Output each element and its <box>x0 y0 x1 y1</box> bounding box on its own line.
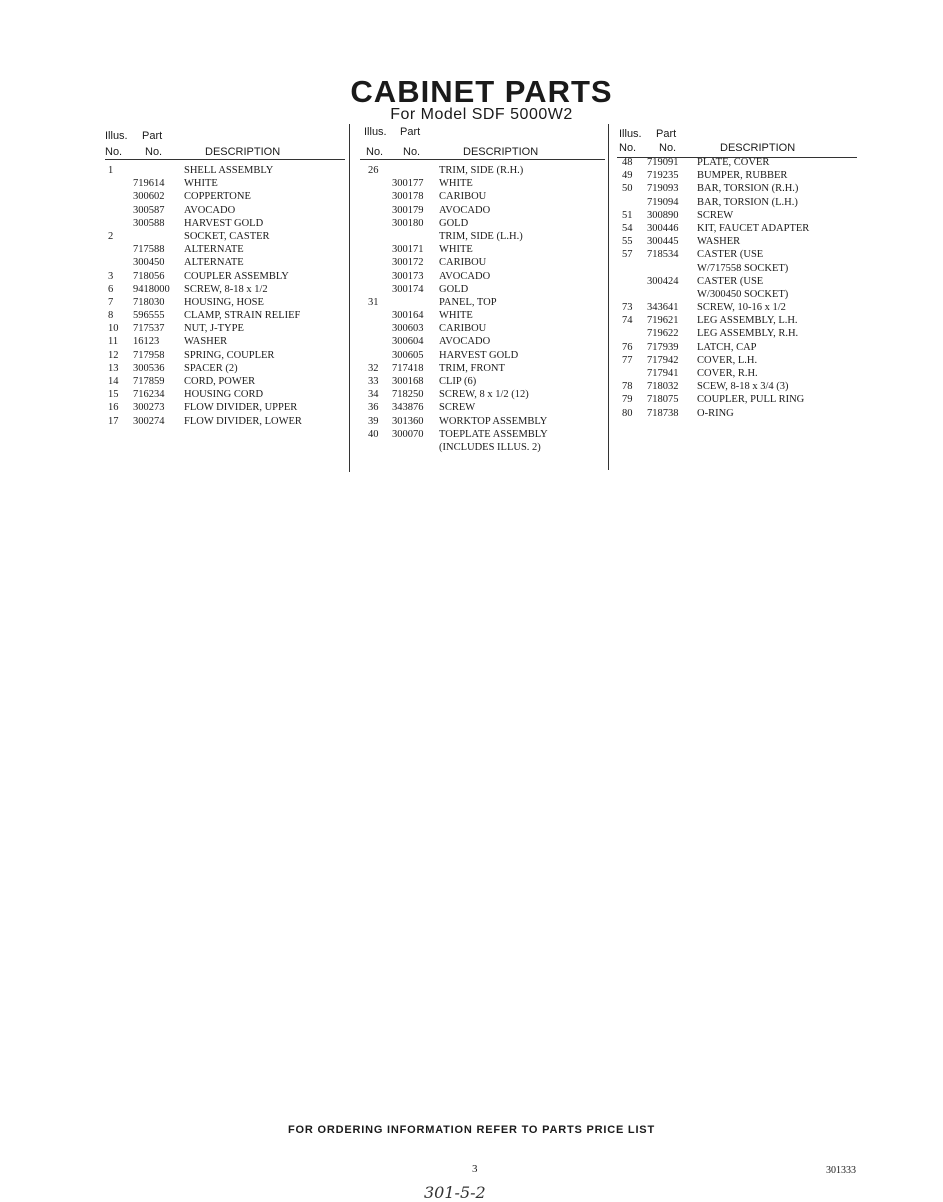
part-description: HARVEST GOLD <box>184 217 264 229</box>
table-row <box>105 177 345 190</box>
part-number: 717939 <box>647 341 679 353</box>
part-description: WHITE <box>184 178 218 190</box>
part-description: SCREW, 10-16 x 1/2 <box>697 302 786 314</box>
part-description: SCREW <box>697 209 734 221</box>
part-number: 300177 <box>392 178 424 190</box>
part-number: 718250 <box>392 389 424 401</box>
part-number: 300273 <box>133 402 165 414</box>
part-header: Part <box>142 130 163 142</box>
part-number: 300604 <box>392 336 424 348</box>
table-row <box>609 182 859 195</box>
part-number: 300446 <box>647 222 679 234</box>
part-number: 718534 <box>647 249 679 261</box>
part-header: Part <box>400 126 421 138</box>
illus-number: 33 <box>368 376 379 387</box>
description-header: DESCRIPTION <box>463 146 539 158</box>
part-number: 719614 <box>133 178 165 190</box>
table-row <box>350 401 605 414</box>
table-row <box>105 230 345 243</box>
illus-number: 51 <box>622 209 633 221</box>
part-description: W/717558 SOCKET) <box>697 262 789 274</box>
part-description: COVER, L.H. <box>697 354 758 366</box>
table-row <box>350 375 605 388</box>
part-number: 300602 <box>133 191 165 203</box>
part-description: AVOCADO <box>439 270 491 282</box>
table-row <box>105 388 345 401</box>
part-number: 300424 <box>647 275 679 287</box>
table-row <box>609 156 859 169</box>
parts-column-3 <box>609 124 859 424</box>
part-description: WASHER <box>184 336 228 348</box>
illus-number: 34 <box>368 389 379 401</box>
part-description: SCREW, 8-18 x 1/2 <box>184 283 268 295</box>
table-row <box>350 349 605 362</box>
table-row <box>609 196 859 209</box>
part-no-header: No. <box>145 146 163 158</box>
illus-header: Illus. <box>364 126 387 138</box>
table-row <box>609 367 859 380</box>
table-row <box>609 314 859 327</box>
part-description: HOUSING CORD <box>184 389 264 401</box>
part-number: 300070 <box>392 428 424 440</box>
part-number: 300536 <box>133 362 165 374</box>
part-number: 300174 <box>392 283 424 295</box>
table-row <box>609 288 859 301</box>
part-number: 300178 <box>392 191 424 203</box>
illus-number: 76 <box>622 341 633 353</box>
part-description: HARVEST GOLD <box>439 349 519 361</box>
part-number: 719235 <box>647 170 679 182</box>
part-description: SHELL ASSEMBLY <box>184 165 274 176</box>
table-row <box>105 375 345 388</box>
illus-number: 15 <box>108 389 119 401</box>
part-description: NUT, J-TYPE <box>184 323 244 335</box>
table-row <box>105 322 345 335</box>
part-description: SCREW, 8 x 1/2 (12) <box>439 389 529 401</box>
parts-list <box>609 156 859 420</box>
table-row <box>350 322 605 335</box>
handwritten-note: 301-5-2 <box>424 1183 486 1202</box>
table-row <box>350 428 605 441</box>
illus-number: 49 <box>622 170 633 182</box>
part-number: 718030 <box>133 296 165 308</box>
illus-number: 6 <box>108 283 114 295</box>
table-row <box>350 256 605 269</box>
part-number: 718056 <box>133 270 165 282</box>
table-row <box>350 217 605 230</box>
illus-number: 32 <box>368 362 379 374</box>
part-number: 717537 <box>133 323 165 335</box>
part-description: SOCKET, CASTER <box>184 230 270 242</box>
table-row <box>350 309 605 322</box>
part-number: 717588 <box>133 244 165 256</box>
table-row <box>350 388 605 401</box>
table-row <box>609 248 859 261</box>
illus-number: 50 <box>622 183 633 195</box>
part-description: BAR, TORSION (R.H.) <box>697 183 799 195</box>
illus-number: 74 <box>622 315 633 327</box>
illus-number: 48 <box>622 157 633 168</box>
part-description: PANEL, TOP <box>439 296 497 308</box>
illus-number: 40 <box>368 428 379 440</box>
parts-list <box>105 160 345 428</box>
illus-number: 31 <box>368 296 379 308</box>
table-row <box>105 243 345 256</box>
part-description: TRIM, SIDE (R.H.) <box>439 165 524 176</box>
table-row <box>609 275 859 288</box>
table-row <box>350 204 605 217</box>
table-row <box>350 164 605 177</box>
table-row <box>350 230 605 243</box>
part-description: CASTER (USE <box>697 249 764 261</box>
table-row <box>609 222 859 235</box>
part-description: ALTERNATE <box>184 257 244 269</box>
part-description: KIT, FAUCET ADAPTER <box>697 222 810 234</box>
part-description: BAR, TORSION (L.H.) <box>697 196 798 208</box>
illus-number: 13 <box>108 362 119 374</box>
part-description: SCEW, 8-18 x 3/4 (3) <box>697 381 789 393</box>
table-row <box>350 270 605 283</box>
part-description: WHITE <box>439 178 473 190</box>
part-description: TOEPLATE ASSEMBLY <box>439 428 548 440</box>
part-description: COPPERTONE <box>184 191 251 203</box>
illus-number: 78 <box>622 381 633 393</box>
table-row <box>350 190 605 203</box>
part-number: 343876 <box>392 402 424 414</box>
part-description: AVOCADO <box>439 204 491 216</box>
part-description: FLOW DIVIDER, LOWER <box>184 415 302 427</box>
table-row <box>105 309 345 322</box>
table-row <box>609 209 859 222</box>
table-row <box>609 301 859 314</box>
part-number: 300173 <box>392 270 424 282</box>
part-description: TRIM, SIDE (L.H.) <box>439 230 523 242</box>
model-subtitle: For Model SDF 5000W2 <box>390 106 573 123</box>
part-number: 300274 <box>133 415 165 427</box>
part-description: CARIBOU <box>439 323 487 335</box>
part-number: 719094 <box>647 196 679 208</box>
part-description: CARIBOU <box>439 257 487 269</box>
table-row <box>609 380 859 393</box>
part-number: 717941 <box>647 368 679 379</box>
part-number: 300179 <box>392 204 424 216</box>
table-row <box>105 335 345 348</box>
part-description: WORKTOP ASSEMBLY <box>439 415 548 427</box>
part-description: WHITE <box>439 244 473 256</box>
part-description: WHITE <box>439 310 473 322</box>
part-description: CASTER (USE <box>697 275 764 287</box>
table-row <box>105 217 345 230</box>
table-row <box>350 362 605 375</box>
table-row <box>609 327 859 340</box>
description-header: DESCRIPTION <box>205 146 281 158</box>
part-number: 717418 <box>392 362 424 374</box>
column-header <box>609 124 859 160</box>
part-description: CARIBOU <box>439 191 487 203</box>
part-number: 300605 <box>392 349 424 361</box>
document-number: 301333 <box>826 1165 856 1176</box>
illus-number: 36 <box>368 402 379 414</box>
illus-number: 12 <box>108 349 119 361</box>
table-row <box>105 349 345 362</box>
table-row <box>609 169 859 182</box>
part-number: 300587 <box>133 204 165 216</box>
part-number: 300171 <box>392 244 424 256</box>
part-description: WASHER <box>697 236 741 248</box>
illus-number: 80 <box>622 407 633 419</box>
part-description: O-RING <box>697 407 734 419</box>
table-row <box>609 354 859 367</box>
table-row <box>350 415 605 428</box>
part-number: 719093 <box>647 183 679 195</box>
part-description: W/300450 SOCKET) <box>697 288 789 300</box>
table-row <box>105 164 345 177</box>
part-number: 717942 <box>647 354 679 366</box>
illus-number: 73 <box>622 302 633 314</box>
parts-list <box>350 160 605 454</box>
description-header: DESCRIPTION <box>720 142 796 154</box>
table-row <box>105 270 345 283</box>
part-number: 717958 <box>133 349 165 361</box>
part-number: 718075 <box>647 394 679 406</box>
column-header <box>105 124 345 160</box>
table-row <box>609 235 859 248</box>
table-row <box>105 283 345 296</box>
parts-column-2 <box>350 124 605 454</box>
table-row <box>105 401 345 414</box>
illus-number: 39 <box>368 415 379 427</box>
table-row <box>350 296 605 309</box>
illus-no-header: No. <box>105 146 123 158</box>
table-row <box>105 296 345 309</box>
illus-header: Illus. <box>105 130 128 142</box>
table-row <box>105 415 345 428</box>
table-row <box>105 190 345 203</box>
part-number: 300168 <box>392 376 424 387</box>
part-number: 300588 <box>133 217 165 229</box>
part-number: 719622 <box>647 328 679 340</box>
part-number: 300890 <box>647 209 679 221</box>
illus-no-header: No. <box>366 146 384 158</box>
part-description: COUPLER, PULL RING <box>697 394 805 406</box>
part-description: SPACER (2) <box>184 362 238 374</box>
illus-number: 8 <box>108 310 114 322</box>
part-description: SPRING, COUPLER <box>184 349 275 361</box>
illus-no-header: No. <box>619 142 637 154</box>
table-row <box>350 335 605 348</box>
part-number: 300172 <box>392 257 424 269</box>
table-row <box>350 441 605 454</box>
table-row <box>609 393 859 406</box>
part-description: LEG ASSEMBLY, L.H. <box>697 315 798 327</box>
part-number: 343641 <box>647 302 679 314</box>
part-no-header: No. <box>403 146 421 158</box>
table-row <box>609 262 859 275</box>
illus-number: 26 <box>368 165 379 176</box>
table-row <box>350 177 605 190</box>
illus-number: 77 <box>622 354 633 366</box>
part-description: TRIM, FRONT <box>439 362 505 374</box>
part-description: AVOCADO <box>439 336 491 348</box>
table-row <box>105 362 345 375</box>
part-description: CLAMP, STRAIN RELIEF <box>184 310 301 322</box>
table-row <box>105 256 345 269</box>
page-number: 3 <box>472 1163 478 1175</box>
part-number: 717859 <box>133 376 165 387</box>
parts-column-1 <box>105 124 345 428</box>
table-row <box>609 341 859 354</box>
part-no-header: No. <box>659 142 677 154</box>
illus-number: 55 <box>622 236 633 248</box>
table-row <box>350 283 605 296</box>
part-description: COUPLER ASSEMBLY <box>184 270 289 282</box>
part-description: (INCLUDES ILLUS. 2) <box>439 441 541 453</box>
part-number: 718738 <box>647 407 679 419</box>
part-number: 300445 <box>647 236 679 248</box>
part-description: GOLD <box>439 283 469 295</box>
table-row <box>609 407 859 420</box>
part-description: BUMPER, RUBBER <box>697 170 788 182</box>
illus-number: 57 <box>622 249 633 261</box>
table-row <box>105 204 345 217</box>
part-header: Part <box>656 128 677 140</box>
illus-number: 11 <box>108 336 119 348</box>
illus-number: 79 <box>622 394 633 406</box>
part-description: GOLD <box>439 217 469 229</box>
illus-number: 16 <box>108 402 119 414</box>
illus-number: 3 <box>108 270 114 282</box>
column-header <box>350 124 605 160</box>
part-description: LEG ASSEMBLY, R.H. <box>697 328 799 340</box>
part-number: 718032 <box>647 381 679 393</box>
illus-number: 17 <box>108 415 119 427</box>
part-description: COVER, R.H. <box>697 368 758 379</box>
part-number: 9418000 <box>133 283 170 295</box>
part-description: CLIP (6) <box>439 376 477 387</box>
part-description: AVOCADO <box>184 204 236 216</box>
page-title: CABINET PARTS <box>350 74 613 109</box>
part-description: ALTERNATE <box>184 244 244 256</box>
illus-header: Illus. <box>619 128 642 140</box>
illus-number: 7 <box>108 296 114 308</box>
part-number: 300180 <box>392 217 424 229</box>
ordering-footer: FOR ORDERING INFORMATION REFER TO PARTS PRICE LIST <box>288 1124 655 1136</box>
illus-number: 54 <box>622 222 633 234</box>
illus-number: 1 <box>108 165 114 176</box>
part-description: LATCH, CAP <box>697 341 757 353</box>
part-description: SCREW <box>439 402 476 414</box>
part-description: PLATE, COVER <box>697 157 770 168</box>
part-number: 301360 <box>392 415 424 427</box>
part-number: 716234 <box>133 389 165 401</box>
part-number: 719091 <box>647 157 679 168</box>
part-number: 300164 <box>392 310 424 322</box>
part-description: CORD, POWER <box>184 376 256 387</box>
illus-number: 2 <box>108 230 114 242</box>
part-description: FLOW DIVIDER, UPPER <box>184 402 298 414</box>
part-number: 596555 <box>133 310 165 322</box>
table-row <box>350 243 605 256</box>
part-description: HOUSING, HOSE <box>184 296 264 308</box>
part-number: 719621 <box>647 315 679 327</box>
part-number: 300450 <box>133 257 165 269</box>
part-number: 300603 <box>392 323 424 335</box>
part-number: 16123 <box>133 336 160 348</box>
illus-number: 14 <box>108 376 119 387</box>
illus-number: 10 <box>108 323 119 335</box>
